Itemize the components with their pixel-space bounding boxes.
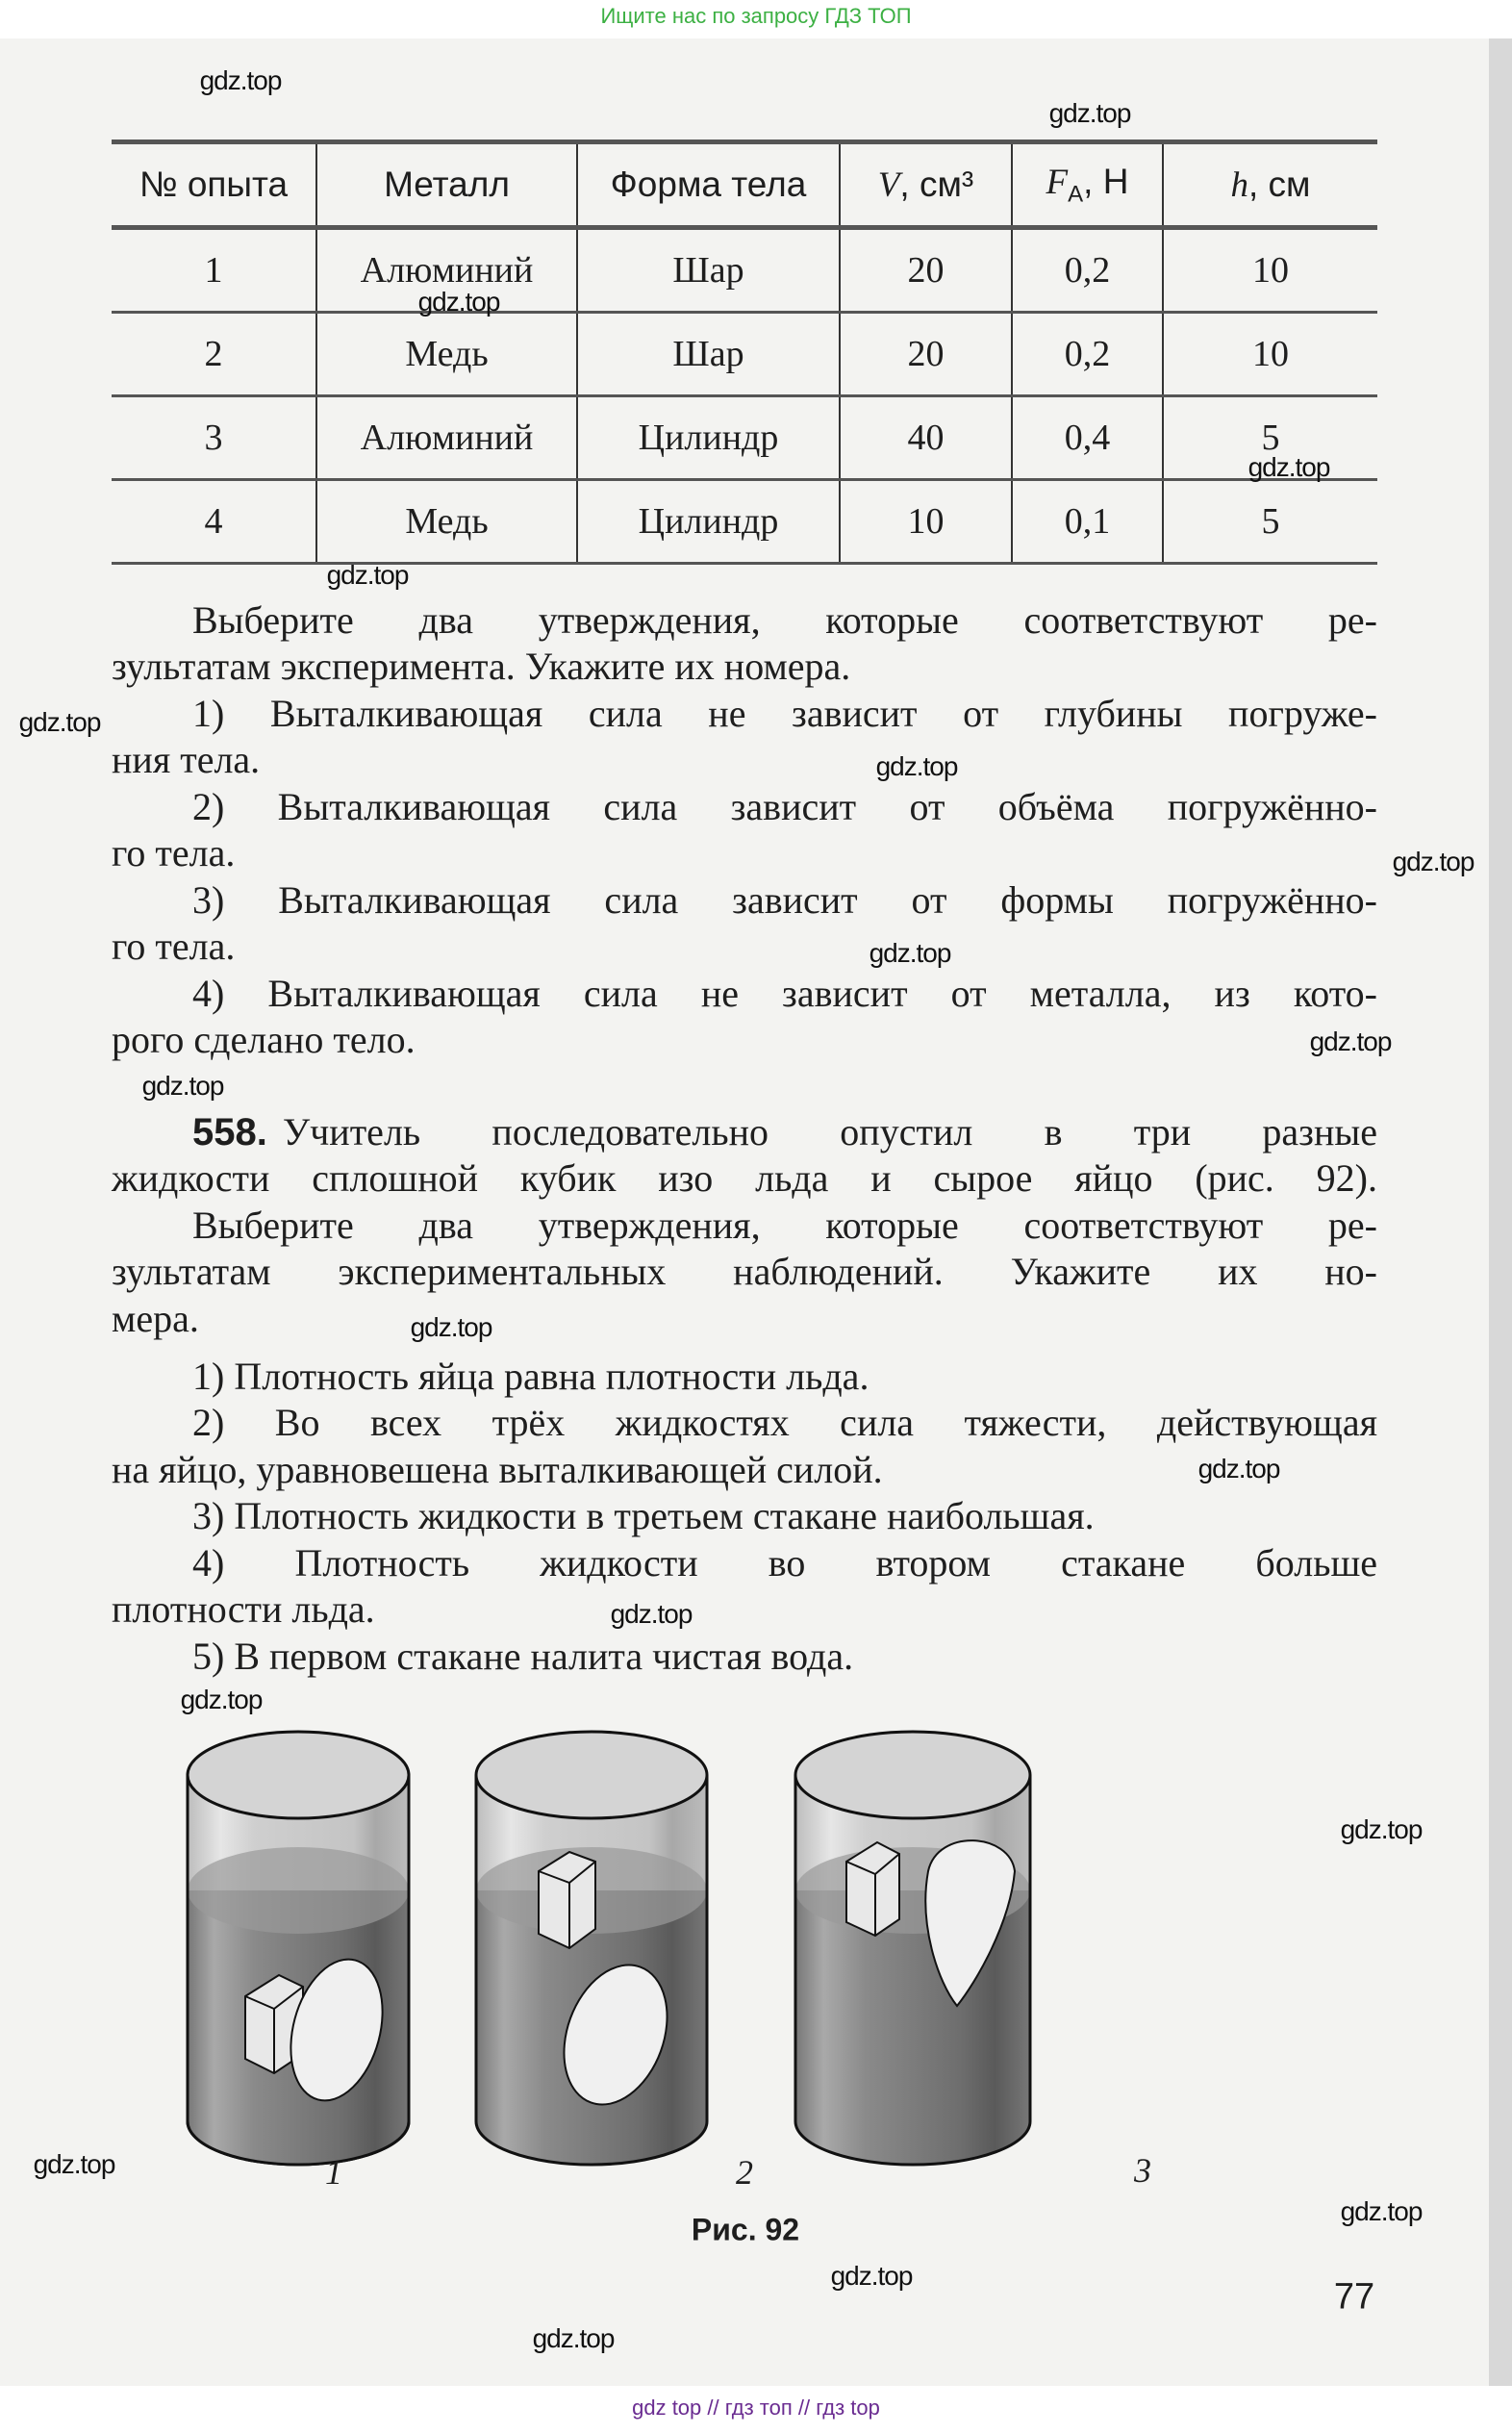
text-line: жидкости сплошной кубик изо льда и сырое яйцо (рис. 92). [112,1156,1377,1200]
figure-label-1: 1 [325,2153,342,2192]
text-line: Выберите два утверждения, которые соответствуют ре- [192,598,1377,642]
cell-text: 0,1 [1064,501,1111,542]
text-line: мера. [112,1297,199,1340]
cell-text: Алюминий [360,250,534,291]
figure-label-2: 2 [736,2153,753,2192]
cell-text: 5 [1261,501,1280,542]
watermark: gdz.top [141,1071,224,1101]
option-line: плотности льда. [112,1587,375,1631]
header-volume: V, см³ [840,142,1012,228]
figure-caption: Рис. 92 [691,2212,800,2247]
cell-text: 3 [204,418,223,458]
cell-text: 0,2 [1064,250,1111,291]
watermark: gdz.top [875,751,958,781]
top-banner[interactable]: Ищите нас по запросу ГДЗ ТОП [600,4,912,28]
option-line: 2) Выталкивающая сила зависит от объёма погружённо- [192,785,1377,828]
cell-text: 20 [907,250,945,291]
option-line: рого сделано тело. [112,1018,416,1061]
cell-text: 4 [204,501,223,542]
cell-text: Алюминий [360,418,534,458]
cell-text: Шар [672,250,744,291]
watermark: gdz.top [1340,2196,1423,2226]
option-line: 3) Выталкивающая сила зависит от формы погружённо- [192,878,1377,922]
header-force: $F_А$, Н [1012,142,1163,228]
cell-text: 0,4 [1064,418,1111,458]
option-line: 1) Выталкивающая сила не зависит от глубины погруже- [192,692,1377,735]
watermark: gdz.top [532,2323,615,2353]
watermark: gdz.top [869,938,951,968]
cell-text: Медь [405,334,489,374]
text-line: Учитель последовательно опустил в три разные [282,1110,1377,1154]
watermark: gdz.top [1247,452,1330,482]
cylinder-2 [476,1732,707,2165]
watermark: gdz.top [417,287,500,317]
cell-text: 10 [1252,250,1289,291]
header-shape: Форма тела [577,142,840,228]
watermark: gdz.top [1197,1454,1280,1483]
ice-cube [539,1852,595,1948]
header-metal: Металл [316,142,577,228]
page-number: 77 [1333,2276,1375,2318]
cell-text: 0,2 [1064,334,1111,374]
option-line: 2) Во всех трёх жидкостях сила тяжести, действующая [192,1401,1377,1444]
watermark: gdz.top [33,2149,115,2179]
option-line: 5) В первом стакане налита чистая вода. [192,1635,854,1678]
watermark: gdz.top [1340,1814,1423,1844]
watermark: gdz.top [180,1685,263,1714]
header-experiment-number: № опыта [112,142,316,228]
text-line: зультатам экспериментальных наблюдений. Укажите их но- [112,1250,1377,1293]
header-depth: h, см [1163,142,1377,228]
watermark: gdz.top [830,2261,913,2291]
cell-text: Цилиндр [638,501,779,542]
watermark: gdz.top [18,707,101,737]
watermark: gdz.top [1048,98,1131,128]
footer-banner[interactable]: gdz top // гдз топ // гдз top [632,2396,880,2420]
watermark: gdz.top [1309,1027,1392,1056]
cell-text: Шар [672,334,744,374]
option-line: ния тела. [112,738,261,781]
option-line: го тела. [112,831,236,875]
watermark: gdz.top [410,1312,492,1342]
watermark: gdz.top [326,560,409,590]
cell-text: 40 [907,418,945,458]
cell-text: 1 [204,250,223,291]
cylinder-3 [795,1732,1030,2165]
watermark: gdz.top [1392,847,1474,876]
cell-text: 20 [907,334,945,374]
cylinder-1 [188,1732,409,2165]
cell-text: Медь [405,501,489,542]
cell-text: 5 [1261,418,1280,458]
figure-label-3: 3 [1134,2151,1151,2190]
task-number: 558. [192,1111,267,1154]
watermark: gdz.top [610,1599,693,1629]
cell-text: 10 [1252,334,1289,374]
option-line: 1) Плотность яйца равна плотности льда. [192,1355,869,1398]
ice-cube [846,1842,899,1936]
option-line: го тела. [112,925,236,968]
option-line: 4) Выталкивающая сила не зависит от металла, из кото- [192,972,1377,1015]
text-line: Выберите два утверждения, которые соответствуют ре- [192,1204,1377,1247]
option-line: 3) Плотность жидкости в третьем стакане наибольшая. [192,1494,1095,1537]
cell-text: 2 [204,334,223,374]
watermark: gdz.top [199,65,282,95]
option-line: 4) Плотность жидкости во втором стакане больше [192,1541,1377,1585]
cell-text: 10 [907,501,945,542]
option-line: на яйцо, уравновешена выталкивающей силой. [112,1448,883,1491]
text-line: зультатам эксперимента. Укажите их номера. [112,645,851,688]
cell-text: Цилиндр [638,418,779,458]
